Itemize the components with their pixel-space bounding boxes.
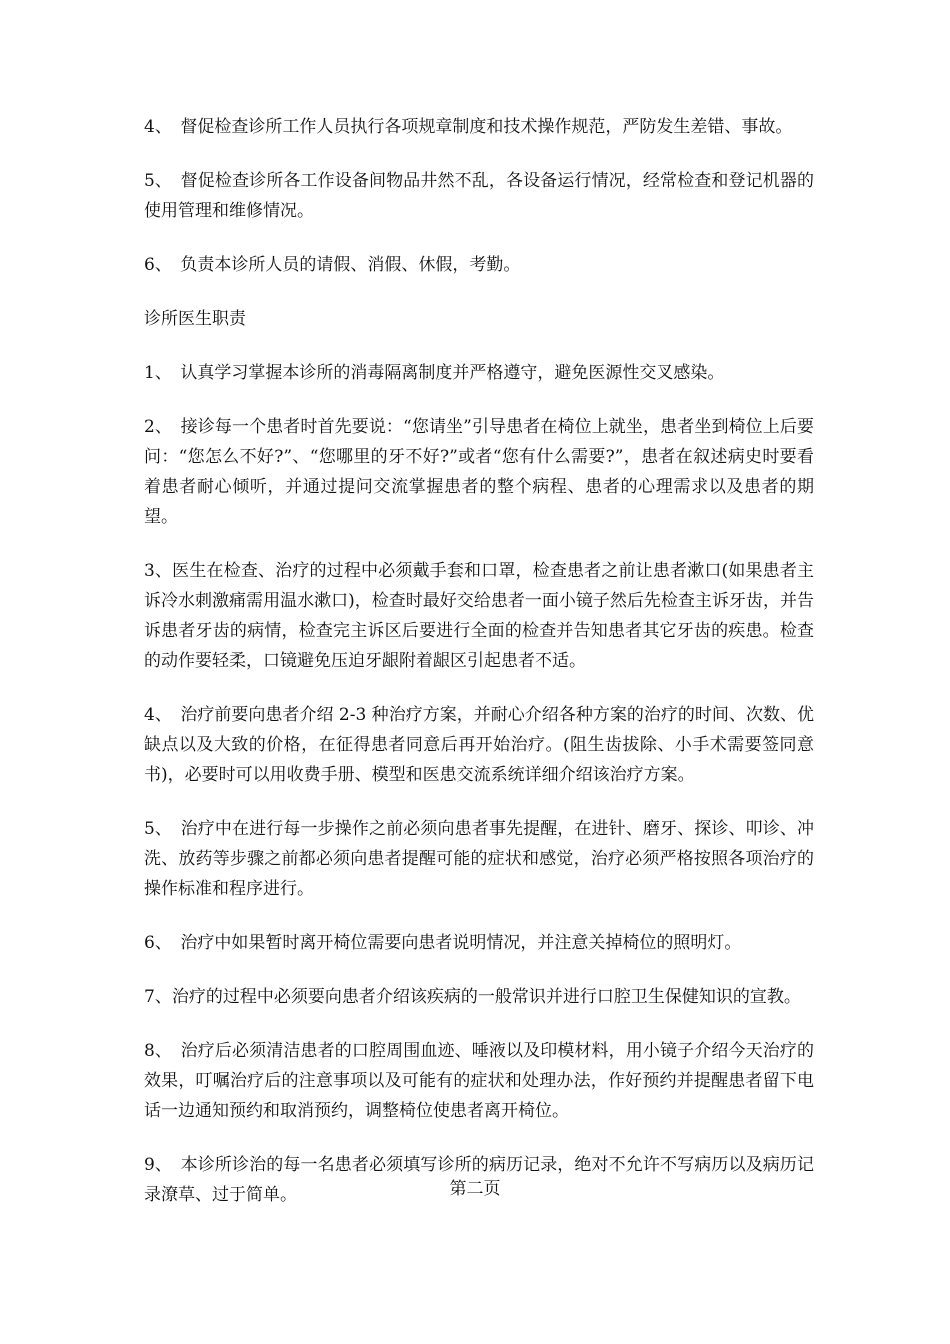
paragraph-doctor-9: 9、 本诊所诊治的每一名患者必须填写诊所的病历记录，绝对不允许不写病历以及病历记录潦草、过于简单。 xyxy=(144,1155,814,1205)
paragraph-doctor-6: 6、 治疗中如果暂时离开椅位需要向患者说明情况，并注意关掉椅位的照明灯。 xyxy=(144,933,742,953)
paragraph-duty-4: 4、 督促检查诊所工作人员执行各项规章制度和技术操作规范，严防发生差错、事故。 xyxy=(144,117,793,137)
document-body xyxy=(144,112,814,1234)
page-number: 第二页 xyxy=(449,1179,501,1199)
section-heading: 诊所医生职责 xyxy=(144,309,246,329)
paragraph-duty-5: 5、 督促检查诊所各工作设备间物品井然不乱，各设备运行情况，经常检查和登记机器的使用管理和维修情况。 xyxy=(144,171,814,221)
paragraph-doctor-5: 5、 治疗中在进行每一步操作之前必须向患者事先提醒，在进针、磨牙、探诊、叩诊、冲洗、放药等步骤之前都必须向患者提醒可能的症状和感觉，治疗必须严格按照各项治疗的操作标准和程序进行。 xyxy=(144,819,814,899)
paragraph-doctor-7: 7、治疗的过程中必须要向患者介绍该疾病的一般常识并进行口腔卫生保健知识的宣教。 xyxy=(144,987,801,1007)
paragraph-duty-6: 6、 负责本诊所人员的请假、消假、休假，考勤。 xyxy=(144,255,521,275)
paragraph-doctor-8: 8、 治疗后必须清洁患者的口腔周围血迹、唾液以及印模材料，用小镜子介绍今天治疗的效果，叮嘱治疗后的注意事项以及可能有的症状和处理办法，作好预约并提醒患者留下电话一边通知预约和取消预约，调整椅位使患者离开椅位。 xyxy=(144,1041,814,1121)
paragraph-doctor-1: 1、 认真学习掌握本诊所的消毒隔离制度并严格遵守，避免医源性交叉感染。 xyxy=(144,363,725,383)
paragraph-doctor-2: 2、 接诊每一个患者时首先要说：“您请坐”引导患者在椅位上就坐，患者坐到椅位上后要问：“您怎么不好?”、“您哪里的牙不好?”或者“您有什么需要?”，患者在叙述病史时要看着患者耐心倾听，并通过提问交流掌握患者的整个病程、患者的心理需求以及患者的期望。 xyxy=(144,417,814,527)
paragraph-doctor-3: 3、医生在检查、治疗的过程中必须戴手套和口罩，检查患者之前让患者漱口(如果患者主诉冷水刺激痛需用温水漱口)，检查时最好交给患者一面小镜子然后先检查主诉牙齿，并告诉患者牙齿的病情，检查完主诉区后要进行全面的检查并告知患者其它牙齿的疾患。检查的动作要轻柔，口镜避免压迫牙龈附着龈区引起患者不适。 xyxy=(144,561,814,671)
paragraph-doctor-4: 4、 治疗前要向患者介绍 2-3 种治疗方案，并耐心介绍各种方案的治疗的时间、次数、优缺点以及大致的价格，在征得患者同意后再开始治疗。(阻生齿拔除、小手术需要签同意书)，必要时可以用收费手册、模型和医患交流系统详细介绍该治疗方案。 xyxy=(144,705,814,785)
